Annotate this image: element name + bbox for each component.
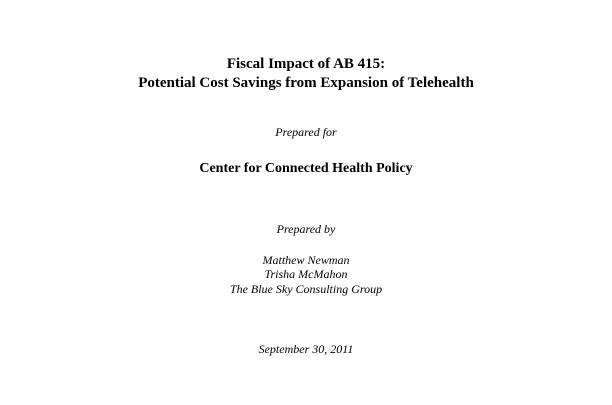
organization-name: Center for Connected Health Policy <box>199 161 413 176</box>
author-organization: The Blue Sky Consulting Group <box>229 282 383 296</box>
document-date: September 30, 2011 <box>258 342 354 356</box>
title-line-2: Potential Cost Savings from Expansion of Telehealth <box>138 75 474 91</box>
title-line-1: Fiscal Impact of AB 415: <box>226 56 386 72</box>
author-2: Trisha McMahon <box>264 267 348 281</box>
prepared-by-label: Prepared by <box>276 222 336 236</box>
author-1: Matthew Newman <box>262 253 350 267</box>
prepared-for-label: Prepared for <box>275 125 337 139</box>
